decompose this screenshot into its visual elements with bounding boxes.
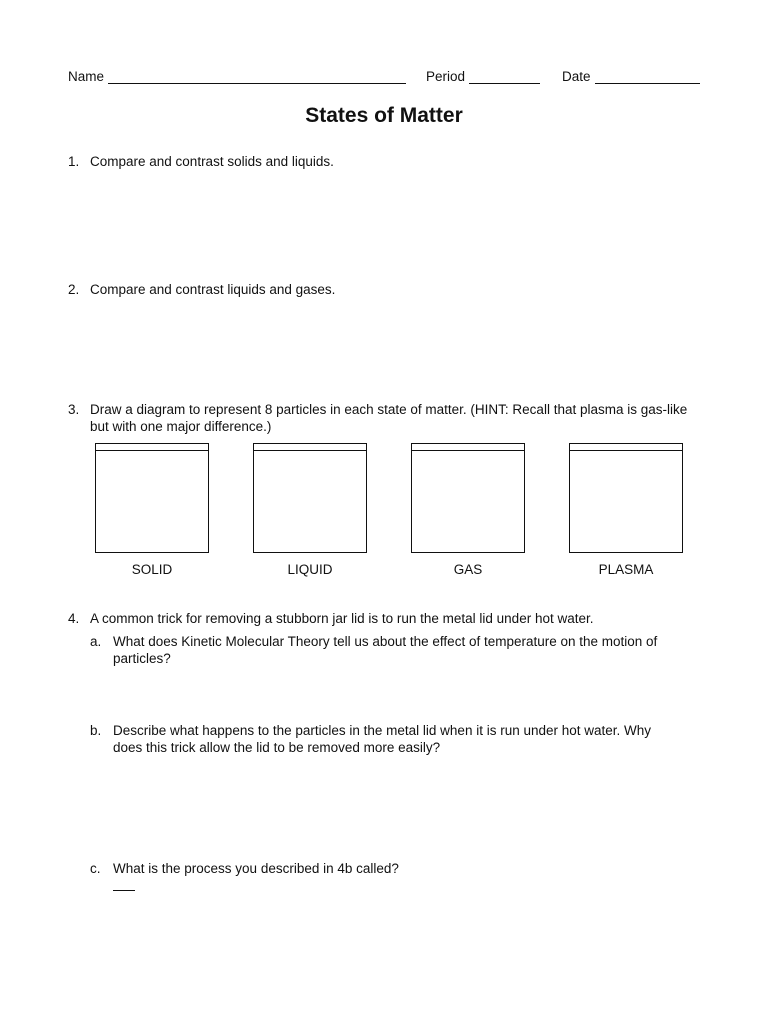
liquid-drawing-box[interactable] [253, 443, 367, 553]
student-info-header [68, 69, 702, 89]
date-blank-line[interactable] [595, 69, 700, 84]
name-field[interactable] [68, 69, 406, 84]
liquid-label: LIQUID [287, 562, 333, 577]
question-text: A common trick for removing a stubborn jar lid is to run the metal lid under hot water. [90, 611, 594, 626]
question-number: 2. [68, 282, 80, 297]
subquestion-letter: c. [90, 861, 101, 876]
plasma-label: PLASMA [598, 562, 654, 577]
question-text: Compare and contrast solids and liquids. [90, 154, 334, 169]
subquestion-letter: a. [90, 634, 102, 649]
gas-drawing-box[interactable] [411, 443, 525, 553]
plasma-drawing-box[interactable] [569, 443, 683, 553]
answer-blank-line[interactable] [113, 890, 135, 891]
date-label: Date [562, 69, 591, 84]
subquestion-text: Describe what happens to the particles in the metal lid when it is run under hot water. Why does this trick allow the lid to be removed more easily? [113, 723, 652, 755]
page-title: States of Matter [305, 104, 463, 127]
name-blank-line[interactable] [108, 69, 406, 84]
solid-label: SOLID [131, 562, 173, 577]
box-lid-line [96, 450, 208, 451]
question-text: Compare and contrast liquids and gases. [90, 282, 336, 297]
question-number: 3. [68, 402, 80, 417]
question-number: 1. [68, 154, 80, 169]
date-field[interactable] [562, 69, 700, 84]
box-lid-line [412, 450, 524, 451]
period-field[interactable] [426, 69, 540, 84]
subquestion-text: What does Kinetic Molecular Theory tell us about the effect of temperature on the motion of particles? [113, 634, 658, 666]
period-label: Period [426, 69, 466, 84]
box-lid-line [254, 450, 366, 451]
subquestion-letter: b. [90, 723, 102, 738]
name-label: Name [68, 69, 105, 84]
solid-drawing-box[interactable] [95, 443, 209, 553]
gas-label: GAS [453, 562, 483, 577]
period-blank-line[interactable] [469, 69, 540, 84]
question-text: Draw a diagram to represent 8 particles in each state of matter. (HINT: Recall that plasma is gas-like but with one major difference.) [90, 402, 688, 434]
box-lid-line [570, 450, 682, 451]
subquestion-text: What is the process you described in 4b called? [113, 861, 399, 876]
question-number: 4. [68, 611, 80, 626]
